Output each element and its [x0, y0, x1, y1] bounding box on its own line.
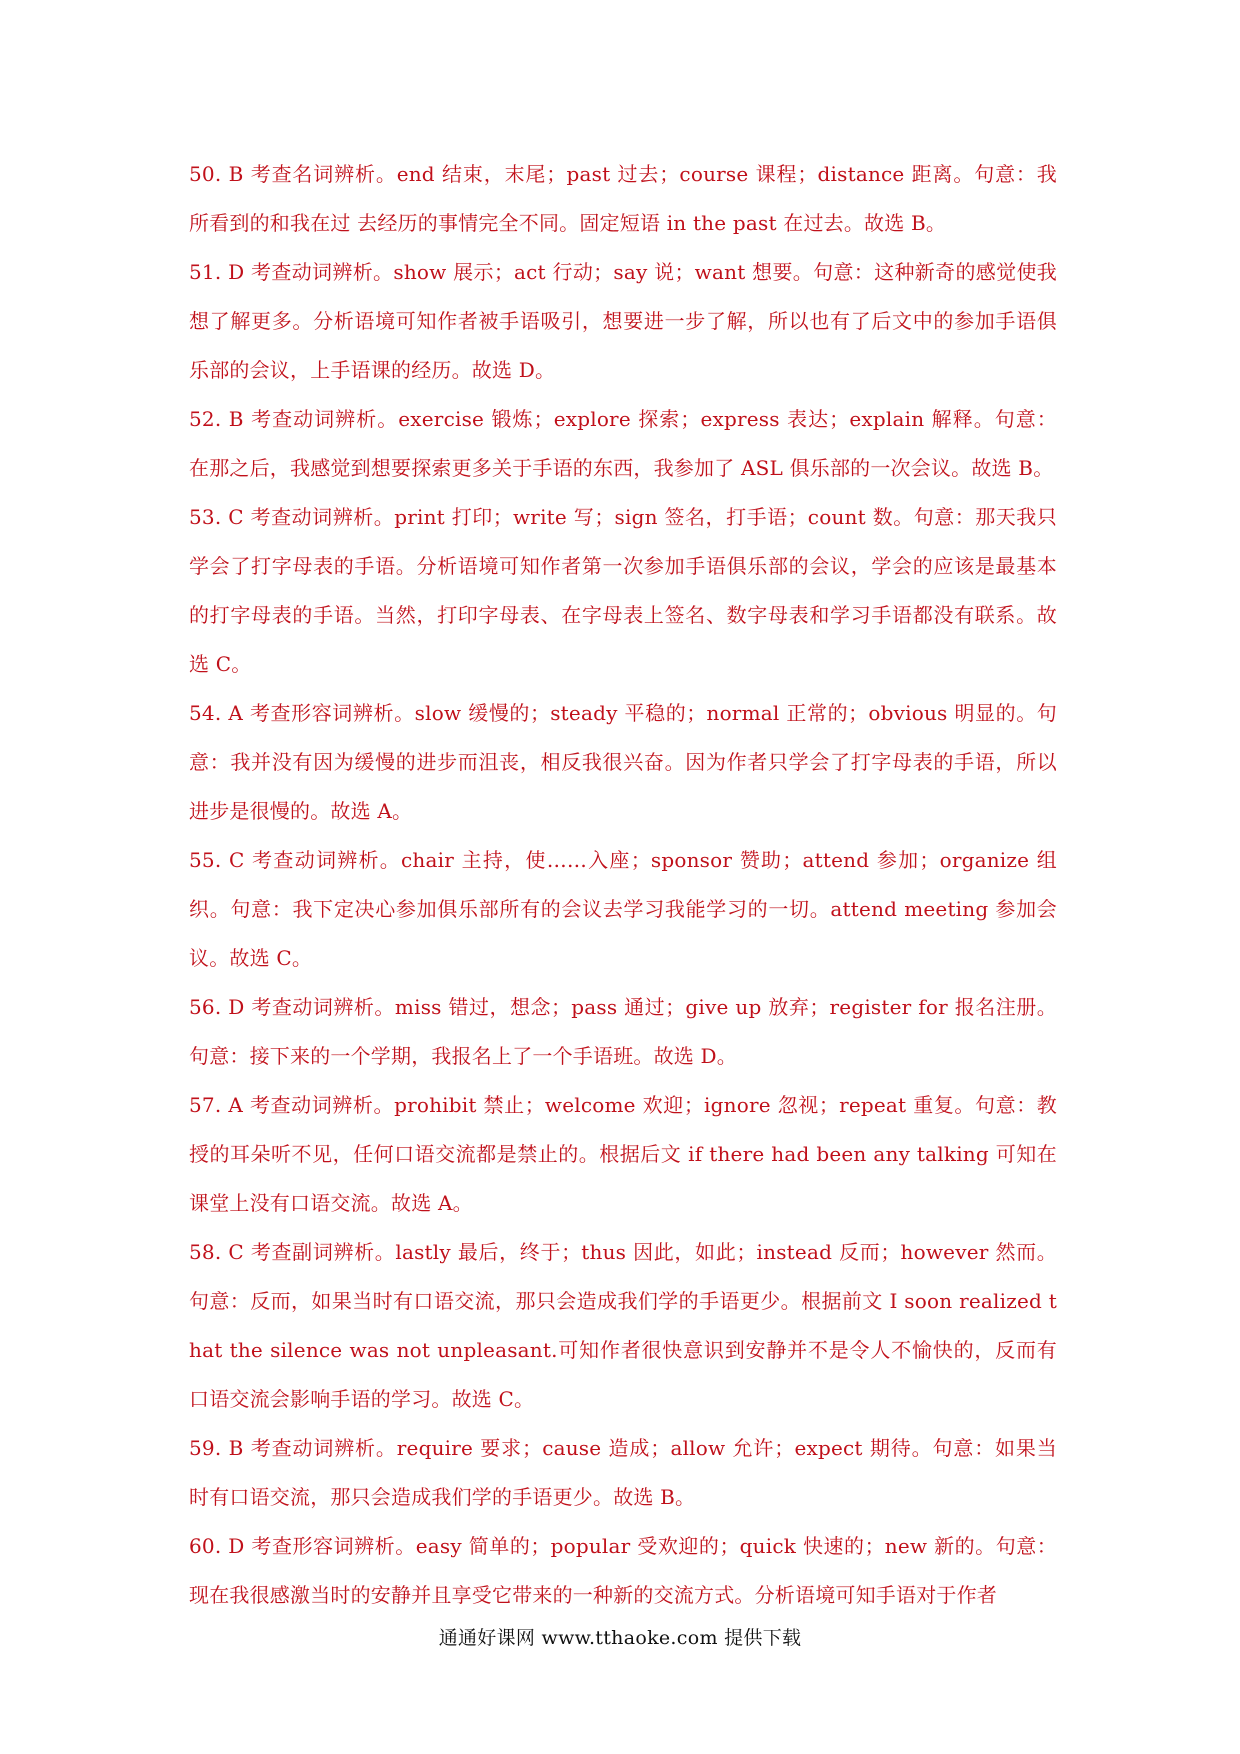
page-footer: 通通好课网 www.tthaoke.com 提供下载 — [438, 1627, 802, 1649]
explanation-59: 59. B 考查动词辨析。require 要求；cause 造成；allow 允许；expect 期待。句意：如果当时有口语交流，那只会造成我们学的手语更少。故选 B。 — [189, 1436, 1057, 1509]
explanation-53: 53. C 考查动词辨析。print 打印；write 写；sign 签名，打手语；count 数。句意：那天我只学会了打字母表的手语。分析语境可知作者第一次参加手语俱乐部的会议，学会的应该是最基本的打字母表的手语。当然，打印字母表、在字母表上签名、数字母表和学习手语都没有联系。故选 C。 — [189, 505, 1057, 676]
answer-explanations — [189, 150, 1057, 1620]
explanation-50: 50. B 考查名词辨析。end 结束，末尾；past 过去；course 课程；distance 距离。句意：我所看到的和我在过 去经历的事情完全不同。固定短语 in the past 在过去。故选 B。 — [189, 162, 1057, 235]
explanation-56: 56. D 考查动词辨析。miss 错过，想念；pass 通过；give up 放弃；register for 报名注册。句意：接下来的一个学期，我报名上了一个手语班。故选 D。 — [189, 995, 1057, 1068]
explanation-54: 54. A 考查形容词辨析。slow 缓慢的；steady 平稳的；normal 正常的；obvious 明显的。句意：我并没有因为缓慢的进步而沮丧，相反我很兴奋。因为作者只学会了打字母表的手语，所以进步是很慢的。故选 A。 — [189, 701, 1057, 823]
explanation-58: 58. C 考查副词辨析。lastly 最后，终于；thus 因此，如此；instead 反而；however 然而。句意：反而，如果当时有口语交流，那只会造成我们学的手语更少。根据前文 I soon realized that the silence was not unpleasant.可知作者很快意识到安静并不是令人不愉快的，反而有口语交流会影响手语的学习。故选 C。 — [189, 1240, 1057, 1411]
explanation-60: 60. D 考查形容词辨析。easy 简单的；popular 受欢迎的；quick 快速的；new 新的。句意：现在我很感激当时的安静并且享受它带来的一种新的交流方式。分析语境可知手语对于作者 — [189, 1534, 1057, 1607]
explanation-52: 52. B 考查动词辨析。exercise 锻炼；explore 探索；express 表达；explain 解释。句意：在那之后，我感觉到想要探索更多关于手语的东西，我参加了 ASL 俱乐部的一次会议。故选 B。 — [189, 407, 1057, 480]
explanation-57: 57. A 考查动词辨析。prohibit 禁止；welcome 欢迎；ignore 忽视；repeat 重复。句意：教授的耳朵听不见，任何口语交流都是禁止的。根据后文 if there had been any talking 可知在课堂上没有口语交流。故选 A。 — [189, 1093, 1057, 1215]
explanation-51: 51. D 考查动词辨析。show 展示；act 行动；say 说；want 想要。句意：这种新奇的感觉使我想了解更多。分析语境可知作者被手语吸引，想要进一步了解，所以也有了后文中的参加手语俱乐部的会议，上手语课的经历。故选 D。 — [189, 260, 1057, 382]
explanation-55: 55. C 考查动词辨析。chair 主持，使……入座；sponsor 赞助；attend 参加；organize 组织。句意：我下定决心参加俱乐部所有的会议去学习我能学习的一切。attend meeting 参加会议。故选 C。 — [189, 848, 1057, 970]
